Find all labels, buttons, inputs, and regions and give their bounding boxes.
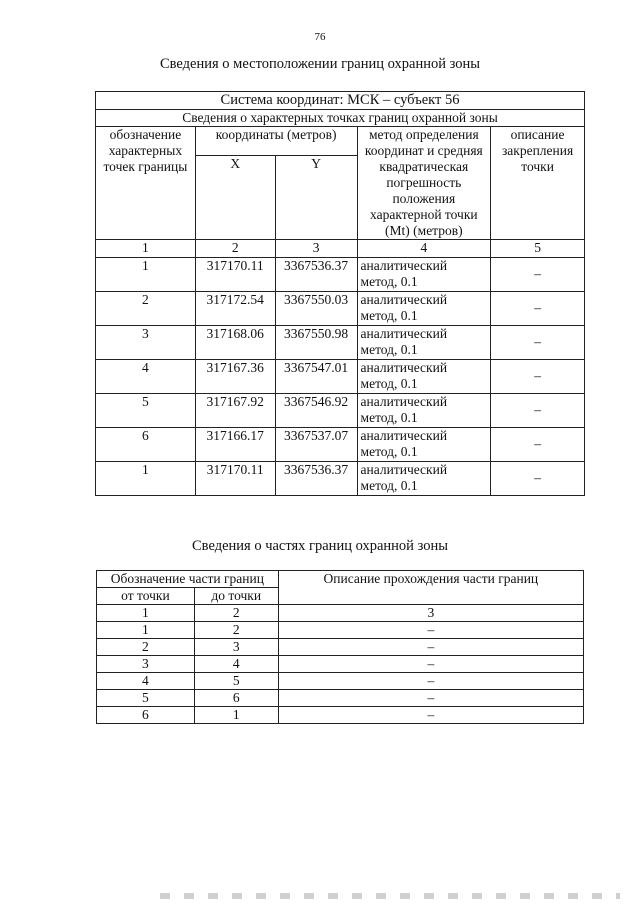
header-fixing: описание закрепления точки: [491, 127, 585, 240]
table-row: [96, 461, 585, 495]
header-part-description: Описание прохождения части границ: [278, 571, 583, 605]
table-row: [97, 673, 584, 690]
x-coordinate: 317166.17: [195, 427, 275, 461]
to-point: 3: [194, 639, 278, 656]
header-point-designation: обозначение характерных точек границы: [96, 127, 196, 240]
method: аналитический метод, 0.1: [357, 325, 491, 359]
characteristic-points-table: [95, 91, 585, 496]
column-number: 4: [357, 240, 491, 258]
x-coordinate: 317170.11: [195, 461, 275, 495]
header-from-point: от точки: [97, 588, 195, 605]
table-row: [96, 257, 585, 291]
point-id: 1: [96, 461, 196, 495]
column-number: 3: [278, 605, 583, 622]
header-y: Y: [275, 156, 357, 240]
from-point: 2: [97, 639, 195, 656]
to-point: 1: [194, 707, 278, 724]
point-id: 6: [96, 427, 196, 461]
header-method: метод определения координат и средняя квадратическая погрешность положения характерной точки (Mt) (метров): [357, 127, 491, 240]
table-row: [96, 291, 585, 325]
fixing-description: –: [491, 461, 585, 495]
boundary-parts-table: [96, 570, 584, 724]
page-number: 76: [314, 31, 326, 43]
part-description: –: [278, 690, 583, 707]
x-coordinate: 317170.11: [195, 257, 275, 291]
table-row: [97, 622, 584, 639]
fixing-description: –: [491, 325, 585, 359]
part-description: –: [278, 639, 583, 656]
column-number: 3: [275, 240, 357, 258]
y-coordinate: 3367546.92: [275, 393, 357, 427]
from-point: 3: [97, 656, 195, 673]
table-row: [97, 707, 584, 724]
part-description: –: [278, 656, 583, 673]
header-coordinates: координаты (метров): [195, 127, 357, 156]
to-point: 6: [194, 690, 278, 707]
part-description: –: [278, 707, 583, 724]
method: аналитический метод, 0.1: [357, 393, 491, 427]
point-id: 2: [96, 291, 196, 325]
table-row: [97, 656, 584, 673]
x-coordinate: 317172.54: [195, 291, 275, 325]
column-number: 2: [195, 240, 275, 258]
table-row: [96, 427, 585, 461]
fixing-description: –: [491, 359, 585, 393]
method: аналитический метод, 0.1: [357, 427, 491, 461]
y-coordinate: 3367536.37: [275, 461, 357, 495]
header-x: X: [195, 156, 275, 240]
y-coordinate: 3367537.07: [275, 427, 357, 461]
column-number: 2: [194, 605, 278, 622]
from-point: 4: [97, 673, 195, 690]
y-coordinate: 3367550.98: [275, 325, 357, 359]
point-id: 1: [96, 257, 196, 291]
method: аналитический метод, 0.1: [357, 257, 491, 291]
method: аналитический метод, 0.1: [357, 291, 491, 325]
method: аналитический метод, 0.1: [357, 461, 491, 495]
to-point: 5: [194, 673, 278, 690]
column-number: 1: [97, 605, 195, 622]
part-description: –: [278, 622, 583, 639]
y-coordinate: 3367550.03: [275, 291, 357, 325]
point-id: 3: [96, 325, 196, 359]
column-number: 5: [491, 240, 585, 258]
scan-footer-noise: [160, 893, 620, 899]
x-coordinate: 317168.06: [195, 325, 275, 359]
table-row: [96, 325, 585, 359]
point-id: 4: [96, 359, 196, 393]
y-coordinate: 3367547.01: [275, 359, 357, 393]
part-description: –: [278, 673, 583, 690]
fixing-description: –: [491, 393, 585, 427]
x-coordinate: 317167.36: [195, 359, 275, 393]
method: аналитический метод, 0.1: [357, 359, 491, 393]
fixing-description: –: [491, 257, 585, 291]
coordinate-system-row: Система координат: МСК – субъект 56: [96, 92, 585, 110]
table-row: [96, 359, 585, 393]
table-row: [96, 393, 585, 427]
header-to-point: до точки: [194, 588, 278, 605]
to-point: 4: [194, 656, 278, 673]
points-subheader-row: Сведения о характерных точках границ охранной зоны: [96, 109, 585, 127]
section-heading-parts: Сведения о частях границ охранной зоны: [192, 538, 448, 554]
x-coordinate: 317167.92: [195, 393, 275, 427]
point-id: 5: [96, 393, 196, 427]
fixing-description: –: [491, 427, 585, 461]
from-point: 1: [97, 622, 195, 639]
to-point: 2: [194, 622, 278, 639]
header-part-designation: Обозначение части границ: [97, 571, 279, 588]
table-row: [97, 639, 584, 656]
table-row: [97, 690, 584, 707]
section-heading-boundaries: Сведения о местоположении границ охранной зоны: [159, 56, 480, 72]
fixing-description: –: [491, 291, 585, 325]
y-coordinate: 3367536.37: [275, 257, 357, 291]
from-point: 5: [97, 690, 195, 707]
from-point: 6: [97, 707, 195, 724]
column-number: 1: [96, 240, 196, 258]
